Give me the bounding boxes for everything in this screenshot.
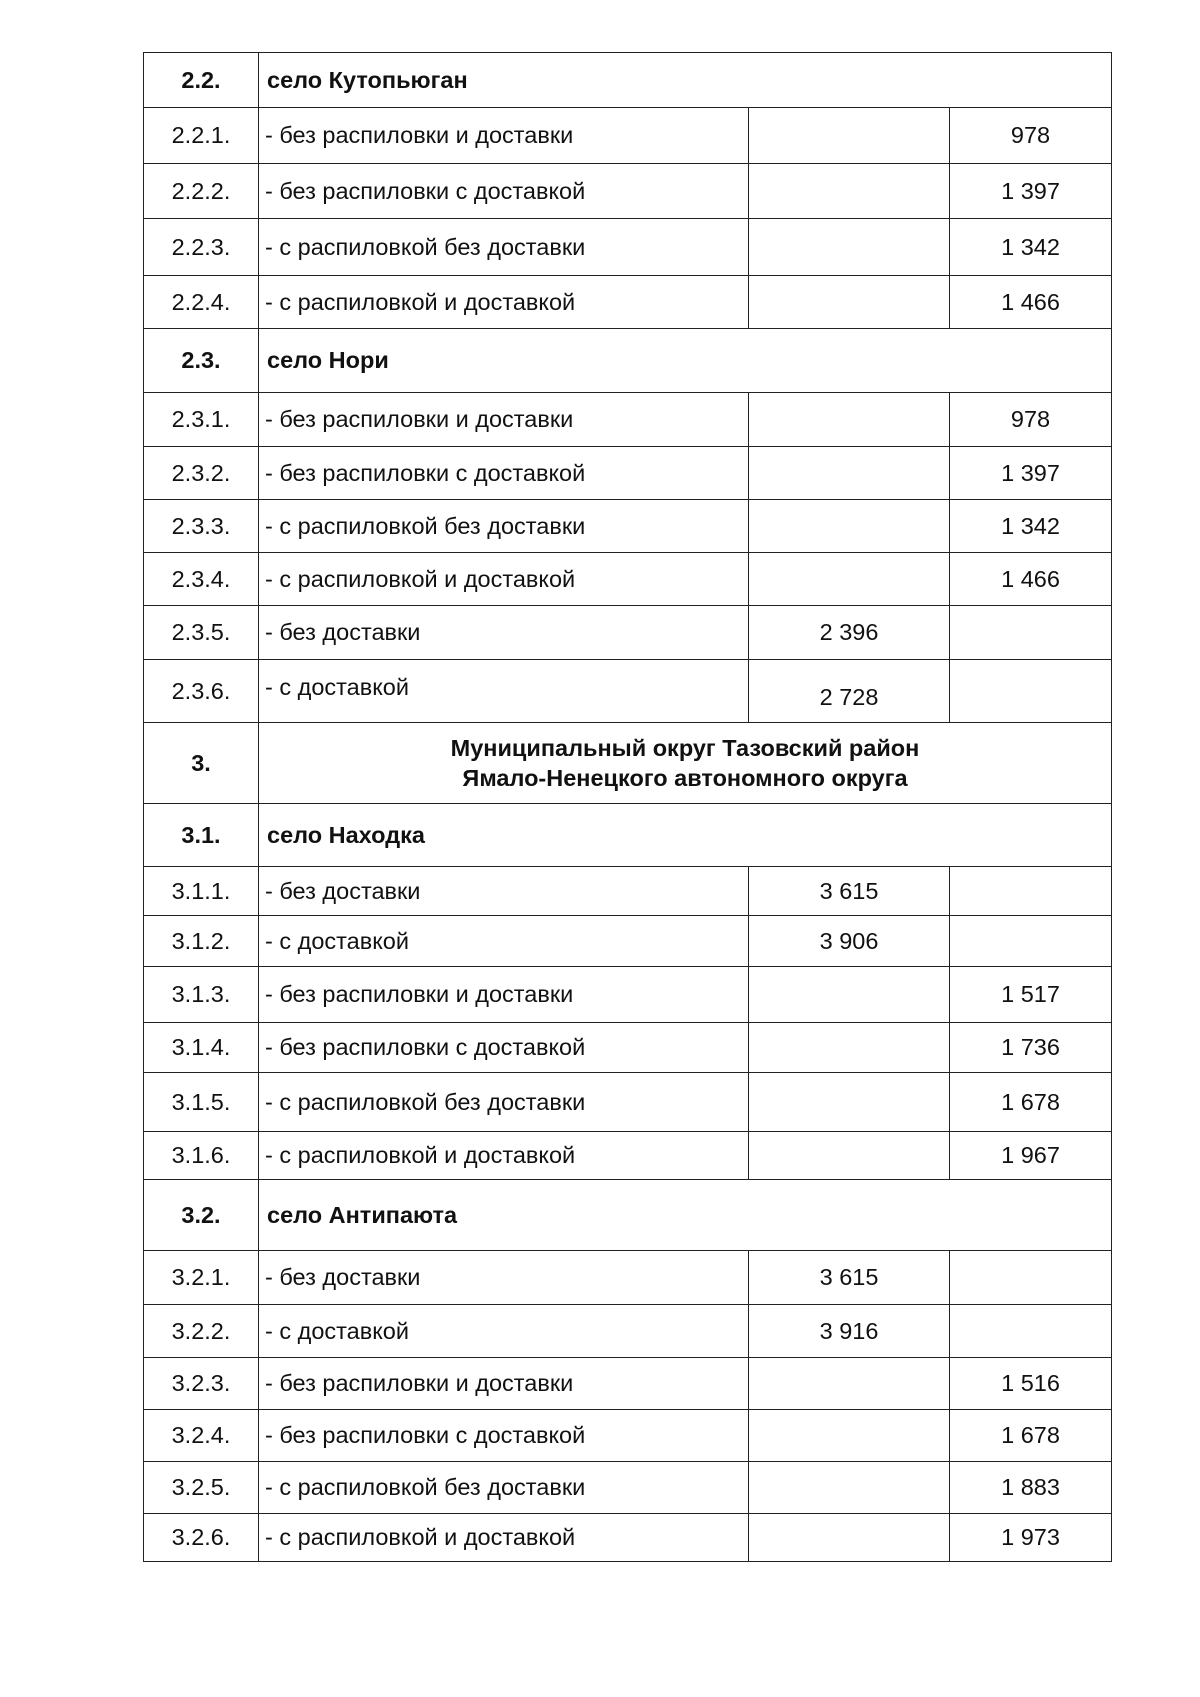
row-number: 3.2.5.: [144, 1462, 259, 1514]
price-cell-2: 978: [950, 108, 1112, 164]
row-description: - с распиловкой и доставкой: [259, 553, 749, 606]
table-row: [144, 916, 1112, 967]
row-description: - с распиловкой без доставки: [259, 1462, 749, 1514]
price-cell-1: [749, 164, 950, 219]
price-cell-2: 1 397: [950, 447, 1112, 500]
price-cell-1: [749, 1132, 950, 1180]
price-cell-1: [749, 1358, 950, 1410]
price-cell-1: [749, 500, 950, 553]
table-row: [144, 967, 1112, 1023]
row-number: 3.1.5.: [144, 1073, 259, 1132]
price-cell-1: [749, 219, 950, 276]
price-cell-2: [950, 1251, 1112, 1305]
row-description: - без распиловки и доставки: [259, 393, 749, 447]
price-cell-1: [749, 393, 950, 447]
price-cell-2: 1 967: [950, 1132, 1112, 1180]
price-cell-1: [749, 1410, 950, 1462]
row-description: - без распиловки и доставки: [259, 967, 749, 1023]
row-number: 3.2.6.: [144, 1514, 259, 1562]
price-cell-2: 1 342: [950, 219, 1112, 276]
row-number: 3.2.3.: [144, 1358, 259, 1410]
row-description-text: - с доставкой: [265, 673, 409, 700]
row-description: - с распиловкой без доставки: [259, 219, 749, 276]
row-description: - без распиловки с доставкой: [259, 1410, 749, 1462]
section-row: [144, 53, 1112, 108]
table-row: [144, 276, 1112, 329]
row-description: - без распиловки с доставкой: [259, 1023, 749, 1073]
price-cell-2: [950, 867, 1112, 916]
price-cell-2: 1 466: [950, 276, 1112, 329]
table-row: [144, 1251, 1112, 1305]
table-row: [144, 447, 1112, 500]
price-cell-2: 1 678: [950, 1073, 1112, 1132]
section-number: 2.3.: [144, 329, 259, 393]
row-number: 2.3.1.: [144, 393, 259, 447]
heading-title-line-2: Ямало-Ненецкого автономного округа: [462, 765, 908, 791]
price-cell-1: [749, 1073, 950, 1132]
price-cell-2: [950, 1305, 1112, 1358]
section-row: [144, 804, 1112, 867]
row-number: 3.2.4.: [144, 1410, 259, 1462]
row-number: 2.3.4.: [144, 553, 259, 606]
row-description: - без распиловки и доставки: [259, 108, 749, 164]
price-cell-2: 1 342: [950, 500, 1112, 553]
price-cell-2: 1 736: [950, 1023, 1112, 1073]
heading-title-line-1: Муниципальный округ Тазовский район: [450, 735, 920, 761]
row-number: 2.2.3.: [144, 219, 259, 276]
table-row: [144, 1514, 1112, 1562]
price-cell-1: [749, 967, 950, 1023]
table-row: [144, 500, 1112, 553]
table-row: [144, 1023, 1112, 1073]
price-cell-2: 1 973: [950, 1514, 1112, 1562]
price-cell-2: [950, 606, 1112, 660]
table-row: [144, 1462, 1112, 1514]
heading-number: 3.: [144, 723, 259, 804]
price-cell-2: 1 883: [950, 1462, 1112, 1514]
row-description: - с распиловкой и доставкой: [259, 1514, 749, 1562]
price-cell-1: 2 396: [749, 606, 950, 660]
row-description: - с доставкой: [259, 916, 749, 967]
price-cell-2: 1 466: [950, 553, 1112, 606]
price-cell-1: [749, 108, 950, 164]
row-number: 3.1.2.: [144, 916, 259, 967]
table-row: [144, 1410, 1112, 1462]
row-number: 3.1.6.: [144, 1132, 259, 1180]
table-row: [144, 108, 1112, 164]
price-cell-1: 3 615: [749, 1251, 950, 1305]
price-cell-1: 3 906: [749, 916, 950, 967]
table-row: [144, 660, 1112, 723]
section-number: 3.2.: [144, 1180, 259, 1251]
row-description: - без доставки: [259, 1251, 749, 1305]
row-description: - с распиловкой без доставки: [259, 500, 749, 553]
row-description: - без распиловки и доставки: [259, 1358, 749, 1410]
row-number: 2.3.3.: [144, 500, 259, 553]
section-row: [144, 329, 1112, 393]
section-title: село Находка: [259, 804, 1112, 867]
row-description: - без распиловки с доставкой: [259, 447, 749, 500]
price-cell-1: [749, 447, 950, 500]
row-description: - без доставки: [259, 867, 749, 916]
price-cell-2: 1 678: [950, 1410, 1112, 1462]
price-table: [143, 52, 1112, 1562]
price-cell-1: 3 916: [749, 1305, 950, 1358]
district-heading-row: [144, 723, 1112, 804]
section-row: [144, 1180, 1112, 1251]
row-number: 2.3.5.: [144, 606, 259, 660]
table-row: [144, 219, 1112, 276]
row-description: - с распиловкой и доставкой: [259, 1132, 749, 1180]
row-number: 2.2.4.: [144, 276, 259, 329]
row-number: 2.2.2.: [144, 164, 259, 219]
table-row: [144, 1358, 1112, 1410]
price-cell-1: [749, 1462, 950, 1514]
price-cell-1: [749, 553, 950, 606]
price-cell-2: 978: [950, 393, 1112, 447]
row-number: 3.1.1.: [144, 867, 259, 916]
row-description: - с доставкой: [259, 1305, 749, 1358]
section-title: село Кутопьюган: [259, 53, 1112, 108]
price-cell-1: 3 615: [749, 867, 950, 916]
table-row: [144, 1073, 1112, 1132]
price-cell-2: 1 516: [950, 1358, 1112, 1410]
price-cell-2: 1 517: [950, 967, 1112, 1023]
table-row: [144, 606, 1112, 660]
row-number: 2.3.6.: [144, 660, 259, 723]
table-row: [144, 1132, 1112, 1180]
row-description: [259, 660, 749, 723]
price-cell-1: [749, 660, 950, 723]
price-cell-2: [950, 916, 1112, 967]
table-row: [144, 553, 1112, 606]
row-number: 2.2.1.: [144, 108, 259, 164]
row-number: 2.3.2.: [144, 447, 259, 500]
price-cell-1: [749, 1023, 950, 1073]
row-number: 3.2.2.: [144, 1305, 259, 1358]
row-description: - без распиловки с доставкой: [259, 164, 749, 219]
table-row: [144, 867, 1112, 916]
price-cell-1: [749, 1514, 950, 1562]
price-cell-2: 1 397: [950, 164, 1112, 219]
table-row: [144, 164, 1112, 219]
row-number: 3.2.1.: [144, 1251, 259, 1305]
price-cell-2: [950, 660, 1112, 723]
table-row: [144, 1305, 1112, 1358]
row-description: - с распиловкой без доставки: [259, 1073, 749, 1132]
heading-title: [259, 723, 1112, 804]
price-value: 2 728: [819, 683, 879, 710]
section-number: 2.2.: [144, 53, 259, 108]
section-number: 3.1.: [144, 804, 259, 867]
price-cell-1: [749, 276, 950, 329]
section-title: село Нори: [259, 329, 1112, 393]
row-description: - без доставки: [259, 606, 749, 660]
row-description: - с распиловкой и доставкой: [259, 276, 749, 329]
section-title: село Антипаюта: [259, 1180, 1112, 1251]
table-row: [144, 393, 1112, 447]
row-number: 3.1.3.: [144, 967, 259, 1023]
row-number: 3.1.4.: [144, 1023, 259, 1073]
